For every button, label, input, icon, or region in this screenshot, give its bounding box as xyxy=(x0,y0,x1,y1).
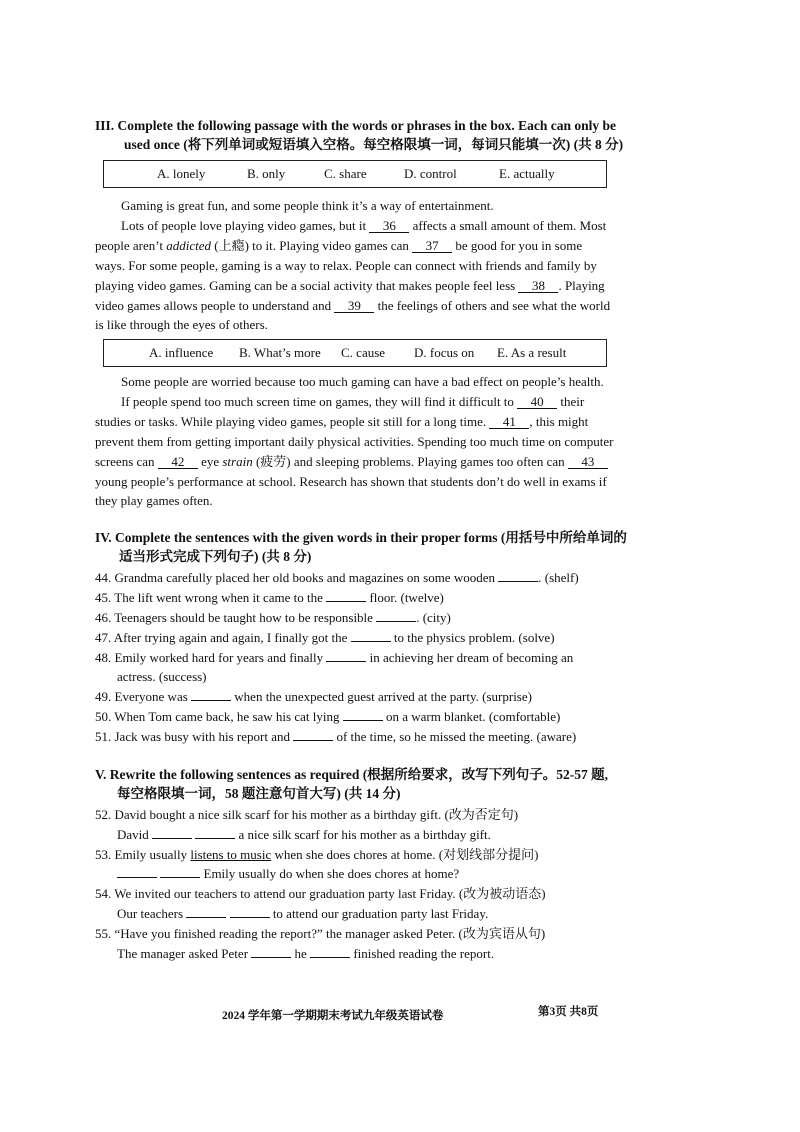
question-item: 51. Jack was busy with his report and of the time, so he missed the meeting. (aware) xyxy=(95,729,577,744)
word-box-2-option: C. cause xyxy=(341,345,386,360)
answer-blank[interactable] xyxy=(326,590,366,602)
answer-blank[interactable] xyxy=(195,827,235,839)
passage-line: is like through the eyes of others. xyxy=(95,317,268,332)
word-box-1 xyxy=(103,160,607,188)
section4-heading-line1: IV. Complete the sentences with the given words in their proper forms (用括号中所给单词的 xyxy=(95,530,627,545)
question-55: 55. “Have you finished reading the report?” the manager asked Peter. (改为宾语从句) xyxy=(95,926,546,941)
passage-line: Some people are worried because too much gaming can have a bad effect on people’s health. xyxy=(121,374,604,389)
answer-blank[interactable] xyxy=(160,866,200,878)
section5-heading-line1: V. Rewrite the following sentences as required (根据所给要求，改写下列句子。52-57 题, xyxy=(95,767,608,782)
word-box-1-option: A. lonely xyxy=(157,166,206,181)
answer-blank[interactable] xyxy=(293,729,333,741)
word-box-2 xyxy=(103,339,607,367)
passage-line: Lots of people love playing video games, but it 36 affects a small amount of them. Most xyxy=(121,218,607,233)
word-box-2-option: D. focus on xyxy=(414,345,475,360)
question-item: 47. After trying again and again, I finally got the to the physics problem. (solve) xyxy=(95,630,555,645)
word-box-2-option: B. What’s more xyxy=(239,345,321,360)
question-item: 50. When Tom came back, he saw his cat lying on a warm blanket. (comfortable) xyxy=(95,709,561,724)
page-number: 第3页 共8页 xyxy=(538,1006,599,1018)
word-box-1-option: D. control xyxy=(404,166,457,181)
answer-blank[interactable] xyxy=(326,650,366,662)
blank-40[interactable]: 40 xyxy=(517,395,557,409)
footer-title: 2024 学年第一学期期末考试九年级英语试卷 xyxy=(222,1010,444,1022)
blank-42[interactable]: 42 xyxy=(158,455,198,469)
passage-line: playing video games. Gaming can be a social activity that makes people feel less 38 . Playing xyxy=(95,278,605,293)
answer-blank[interactable] xyxy=(191,689,231,701)
word-box-1-option: C. share xyxy=(324,166,367,181)
answer-blank[interactable] xyxy=(230,906,270,918)
passage-line: studies or tasks. While playing video games, people sit still for a long time. 41 , this might xyxy=(95,414,589,429)
blank-36[interactable]: 36 xyxy=(369,219,409,233)
answer-blank[interactable] xyxy=(351,630,391,642)
section3-heading-line2: used once (将下列单词或短语填入空格。每空格限填一词，每词只能填一次) (共 8 分) xyxy=(124,137,624,152)
answer-blank[interactable] xyxy=(117,866,157,878)
answer-line-53: Emily usually do when she does chores at home? xyxy=(117,866,459,882)
question-item: 49. Everyone was when the unexpected guest arrived at the party. (surprise) xyxy=(95,689,532,704)
answer-blank[interactable] xyxy=(343,709,383,721)
passage-line: screens can 42 eye strain (疲劳) and sleeping problems. Playing games too often can 43 xyxy=(95,454,608,470)
answer-line-54: Our teachers to attend our graduation party last Friday. xyxy=(117,906,489,921)
passage-line: If people spend too much screen time on games, they will find it difficult to 40 their xyxy=(121,394,585,409)
answer-line-55: The manager asked Peter he finished reading the report. xyxy=(117,946,495,961)
question-item: 48. Emily worked hard for years and finally in achieving her dream of becoming an xyxy=(95,650,574,665)
word-box-1-option: E. actually xyxy=(499,166,555,181)
question-item: 45. The lift went wrong when it came to the floor. (twelve) xyxy=(95,590,444,605)
question-item: 46. Teenagers should be taught how to be responsible . (city) xyxy=(95,610,451,625)
answer-blank[interactable] xyxy=(251,946,291,958)
passage-line: ways. For some people, gaming is a way to relax. People can connect with friends and family by xyxy=(95,258,597,273)
passage-line: young people’s performance at school. Research has shown that students don’t do well in exams if xyxy=(95,474,607,489)
answer-blank[interactable] xyxy=(498,570,538,582)
passage-line: they play games often. xyxy=(95,493,213,508)
answer-line-52: David a nice silk scarf for his mother as a birthday gift. xyxy=(117,827,491,842)
question-item-continued: actress. (success) xyxy=(117,669,207,684)
answer-blank[interactable] xyxy=(310,946,350,958)
section5-heading-line2: 每空格限填一词，58 题注意句首大写) (共 14 分) xyxy=(117,786,401,801)
word-box-2-option: E. As a result xyxy=(497,345,567,360)
question-52: 52. David bought a nice silk scarf for his mother as a birthday gift. (改为否定句) xyxy=(95,807,519,822)
question-53: 53. Emily usually listens to music when she does chores at home. (对划线部分提问) xyxy=(95,847,539,862)
question-54: 54. We invited our teachers to attend our graduation party last Friday. (改为被动语态) xyxy=(95,886,546,901)
answer-blank[interactable] xyxy=(376,610,416,622)
passage-line: Gaming is great fun, and some people think it’s a way of entertainment. xyxy=(121,198,494,213)
passage-line: people aren’t addicted (上瘾) to it. Playing video games can 37 be good for you in some xyxy=(95,238,583,253)
word-box-1-option: B. only xyxy=(247,166,286,181)
passage-line: prevent them from getting important daily physical activities. Spending too much time on computer xyxy=(95,434,614,449)
blank-43[interactable]: 43 xyxy=(568,455,608,469)
answer-blank[interactable] xyxy=(186,906,226,918)
section3-heading-line1: III. Complete the following passage with the words or phrases in the box. Each can only be xyxy=(95,118,617,133)
word-box-2-option: A. influence xyxy=(149,345,214,360)
section4-heading-line2: 适当形式完成下列句子) (共 8 分) xyxy=(119,549,312,564)
passage-line: video games allows people to understand and 39 the feelings of others and see what the world xyxy=(95,298,611,313)
question-item: 44. Grandma carefully placed her old books and magazines on some wooden . (shelf) xyxy=(95,570,579,585)
blank-39[interactable]: 39 xyxy=(334,299,374,313)
blank-37[interactable]: 37 xyxy=(412,239,452,253)
blank-41[interactable]: 41 xyxy=(489,415,529,429)
blank-38[interactable]: 38 xyxy=(518,279,558,293)
answer-blank[interactable] xyxy=(152,827,192,839)
